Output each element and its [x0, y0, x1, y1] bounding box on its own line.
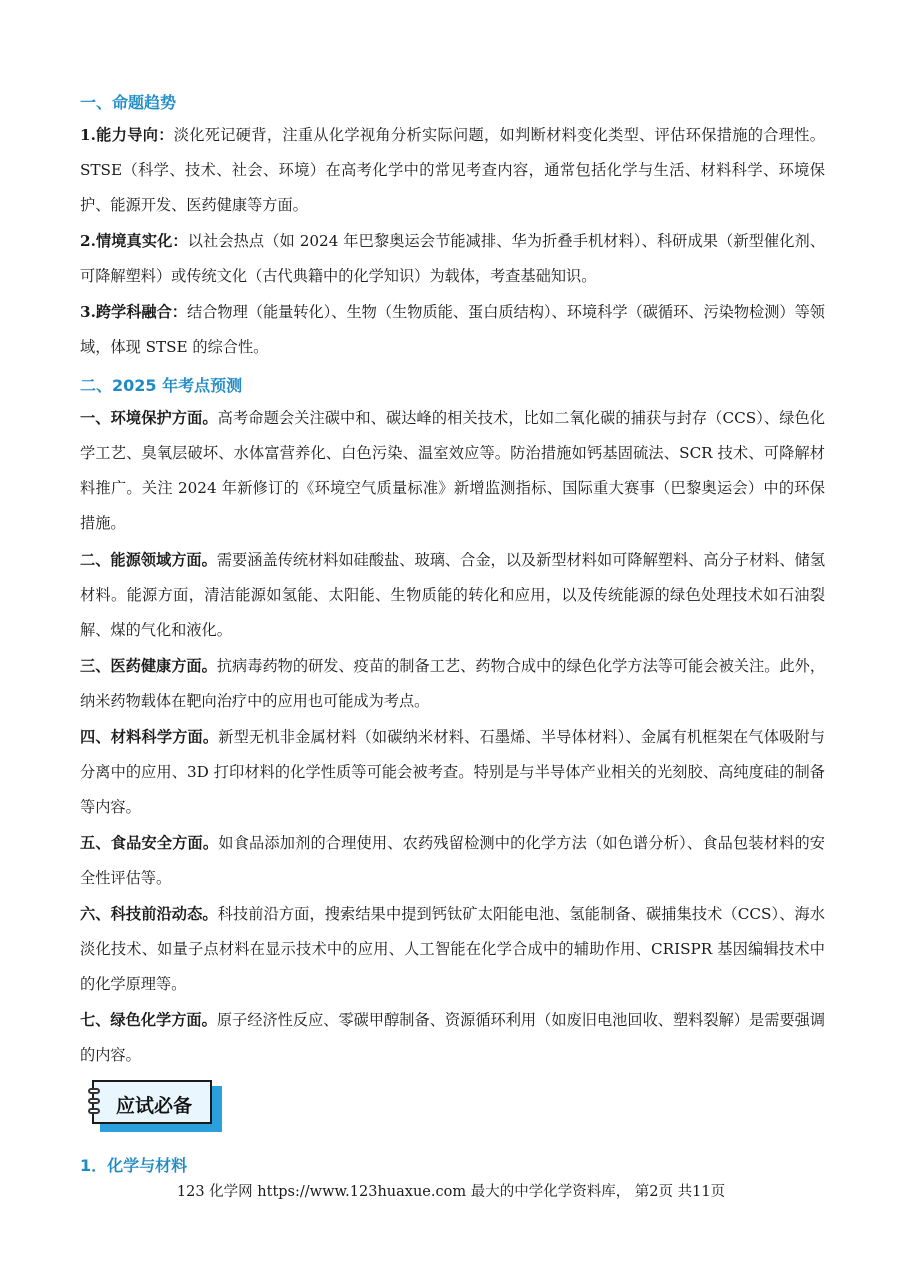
paragraph-label: 一、环境保护方面。 — [80, 409, 218, 427]
paragraph-text: 科技前沿方面，搜索结果中提到钙钛矿太阳能电池、氢能制备、碳捕集技术（CCS）、海水淡化技术、如量子点材料在显示技术中的应用、人工智能在化学合成中的辅助作用、CRISPR 基因编辑技术中的化学原理等。 — [80, 905, 825, 993]
paragraph-context — [80, 224, 825, 294]
section-heading-predictions: 二、2025 年考点预测 — [80, 376, 243, 395]
paragraph-ability — [80, 118, 825, 223]
paragraph-label: 四、材料科学方面。 — [80, 728, 219, 746]
paragraph-label: 二、能源领域方面。 — [80, 551, 217, 569]
spiral-ring-icon — [88, 1088, 100, 1094]
paragraph-label: 六、科技前沿动态。 — [80, 905, 218, 923]
section-heading-chem-materials: 1．化学与材料 — [80, 1156, 188, 1175]
paragraph-frontier-tech — [80, 897, 825, 1002]
exam-essentials-banner — [92, 1080, 222, 1132]
spiral-ring-icon — [88, 1108, 100, 1114]
spiral-ring-icon — [88, 1098, 100, 1104]
paragraph-label: 2.情境真实化： — [80, 232, 188, 250]
paragraph-text: 淡化死记硬背，注重从化学视角分析实际问题，如判断材料变化类型、评估环保措施的合理性。STSE（科学、技术、社会、环境）在高考化学中的常见考查内容，通常包括化学与生活、材料科学、环境保护、能源开发、医药健康等方面。 — [80, 126, 825, 214]
banner-label: 应试必备 — [116, 1095, 193, 1117]
paragraph-text: 新型无机非金属材料（如碳纳米材料、石墨烯、半导体材料）、金属有机框架在气体吸附与分离中的应用、3D 打印材料的化学性质等可能会被考查。特别是与半导体产业相关的光刻胶、高纯度硅的制备等内容。 — [80, 728, 825, 816]
paragraph-text: 原子经济性反应、零碳甲醇制备、资源循环利用（如废旧电池回收、塑料裂解）是需要强调的内容。 — [80, 1011, 826, 1064]
paragraph-label: 五、食品安全方面。 — [80, 834, 219, 852]
paragraph-label: 七、绿色化学方面。 — [80, 1011, 217, 1029]
paragraph-food-safety — [80, 826, 825, 896]
paragraph-interdisciplinary — [80, 295, 825, 365]
paragraph-text: 结合物理（能量转化）、生物（生物质能、蛋白质结构）、环境科学（碳循环、污染物检测）等领域，体现 STSE 的综合性。 — [80, 303, 825, 356]
paragraph-energy — [80, 543, 825, 648]
paragraph-label: 3.跨学科融合： — [80, 303, 187, 321]
paragraph-text: 以社会热点（如 2024 年巴黎奥运会节能减排、华为折叠手机材料）、科研成果（新型催化剂、可降解塑料）或传统文化（古代典籍中的化学知识）为载体，考查基础知识。 — [80, 232, 825, 285]
paragraph-text: 需要涵盖传统材料如硅酸盐、玻璃、合金，以及新型材料如可降解塑料、高分子材料、储氢材料。能源方面，清洁能源如氢能、太阳能、生物质能的转化和应用，以及传统能源的绿色处理技术如石油裂解、煤的气化和液化。 — [80, 551, 826, 639]
paragraph-text: 抗病毒药物的研发、疫苗的制备工艺、药物合成中的绿色化学方法等可能会被关注。此外，纳米药物载体在靶向治疗中的应用也可能成为考点。 — [80, 657, 826, 710]
paragraph-label: 三、医药健康方面。 — [80, 657, 217, 675]
paragraph-green-chemistry — [80, 1003, 825, 1073]
paragraph-medicine — [80, 649, 825, 719]
section-heading-trends: 一、命题趋势 — [80, 93, 177, 112]
paragraph-environment — [80, 401, 825, 541]
page-footer: 123 化学网 https://www.123huaxue.com 最大的中学化学资料库， 第2页 共11页 — [176, 1184, 726, 1200]
banner-box — [92, 1080, 212, 1124]
paragraph-text: 高考命题会关注碳中和、碳达峰的相关技术，比如二氧化碳的捕获与封存（CCS）、绿色化学工艺、臭氧层破坏、水体富营养化、白色污染、温室效应等。防治措施如钙基固硫法、SCR 技术、可降解材料推广。关注 2024 年新修订的《环境空气质量标准》新增监测指标、国际重大赛事（巴黎奥运会）中的环保措施。 — [80, 409, 825, 532]
paragraph-text: 如食品添加剂的合理使用、农药残留检测中的化学方法（如色谱分析）、食品包装材料的安全性评估等。 — [80, 834, 825, 887]
paragraph-label: 1.能力导向： — [80, 126, 174, 144]
paragraph-materials — [80, 720, 825, 825]
